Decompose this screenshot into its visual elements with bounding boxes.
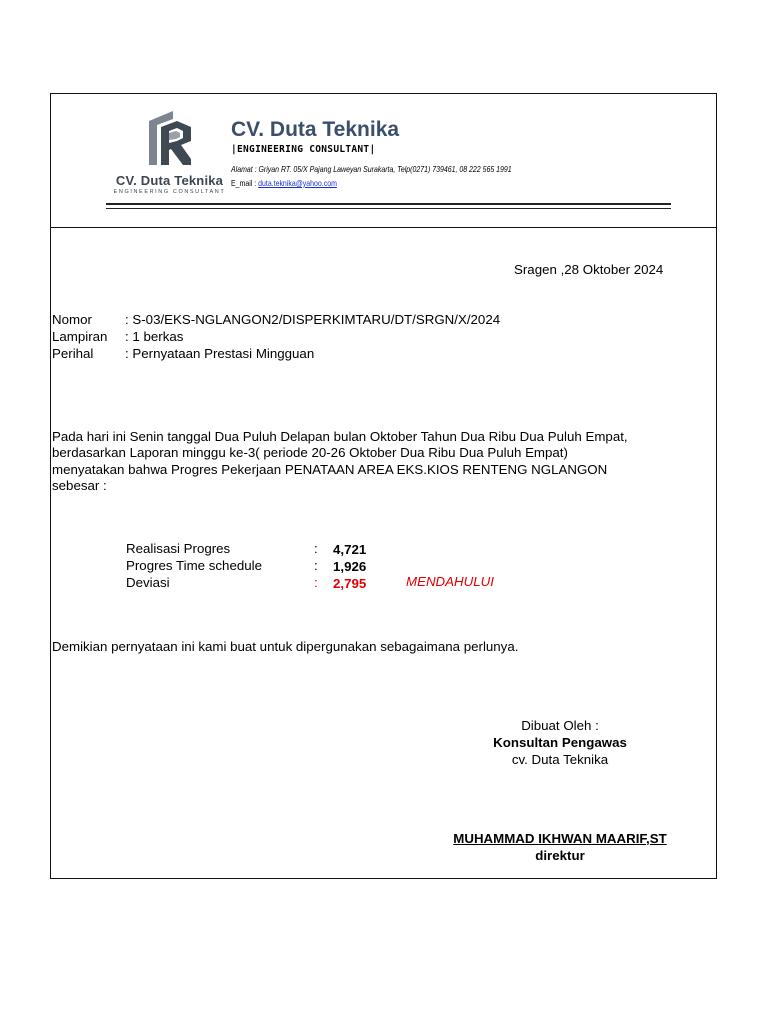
body-line-4: sebesar : xyxy=(52,478,107,493)
email-label: E_mail : xyxy=(231,178,259,188)
deviation-status: MENDAHULUI xyxy=(406,574,494,589)
company-email-line xyxy=(231,178,337,188)
progress-label-realisasi: Realisasi Progres xyxy=(126,541,231,556)
meta-value-lampiran: : 1 berkas xyxy=(125,329,184,344)
signature-company: cv. Duta Teknika xyxy=(511,752,609,767)
company-tagline: |ENGINEERING CONSULTANT| xyxy=(231,144,376,155)
signature-role: Konsultan Pengawas xyxy=(493,735,627,750)
logo-brand: CV. Duta Teknika xyxy=(115,173,224,188)
logo-subtitle: ENGINEERING CONSULTANT xyxy=(113,189,226,195)
body-line-1: Pada hari ini Senin tanggal Dua Puluh Delapan bulan Oktober Tahun Dua Ribu Dua Puluh Empat, xyxy=(52,429,628,444)
meta-label-nomor: Nomor xyxy=(52,312,92,327)
progress-colon: : xyxy=(314,541,318,556)
signature-made-by: Dibuat Oleh : xyxy=(521,718,599,733)
closing-statement: Demikian pernyataan ini kami buat untuk dipergunakan sebagaimana perlunya. xyxy=(52,639,519,654)
company-address: Alamat : Griyan RT. 05/X Pajang Laweyan Surakarta, Telp(0271) 739461, 08 222 565 1991 xyxy=(231,164,512,174)
letterhead-rule-thin xyxy=(106,208,671,209)
logo-caption xyxy=(112,173,227,195)
meta-label-perihal: Perihal xyxy=(52,346,94,361)
header-divider xyxy=(50,227,717,228)
progress-colon: : xyxy=(314,558,318,573)
meta-label-lampiran: Lampiran xyxy=(52,329,108,344)
progress-value-deviasi: 2,795 xyxy=(333,576,367,591)
progress-value-realisasi: 4,721 xyxy=(333,542,367,557)
letter-date: Sragen ,28 Oktober 2024 xyxy=(514,262,664,277)
signatory-title: direktur xyxy=(535,848,585,863)
meta-value-nomor: : S-03/EKS-NGLANGON2/DISPERKIMTARU/DT/SRGN/X/2024 xyxy=(125,312,501,327)
progress-label-time-schedule: Progres Time schedule xyxy=(126,558,262,573)
meta-value-perihal: : Pernyataan Prestasi Mingguan xyxy=(125,346,315,361)
letterhead-rule-thick xyxy=(106,203,671,205)
signatory-name: MUHAMMAD IKHWAN MAARIF,ST xyxy=(453,831,667,846)
body-line-2: berdasarkan Laporan minggu ke-3( periode 20-26 Oktober Dua Ribu Dua Puluh Empat) xyxy=(52,445,568,460)
company-name: CV. Duta Teknika xyxy=(231,118,400,141)
email-link[interactable]: duta.teknika@yahoo.com xyxy=(258,178,337,188)
progress-label-deviasi: Deviasi xyxy=(126,575,170,590)
progress-colon: : xyxy=(314,575,318,590)
body-line-3: menyatakan bahwa Progres Pekerjaan PENATAAN AREA EKS.KIOS RENTENG NGLANGON xyxy=(52,462,608,477)
company-logo-icon xyxy=(143,109,197,167)
progress-value-time-schedule: 1,926 xyxy=(333,559,367,574)
